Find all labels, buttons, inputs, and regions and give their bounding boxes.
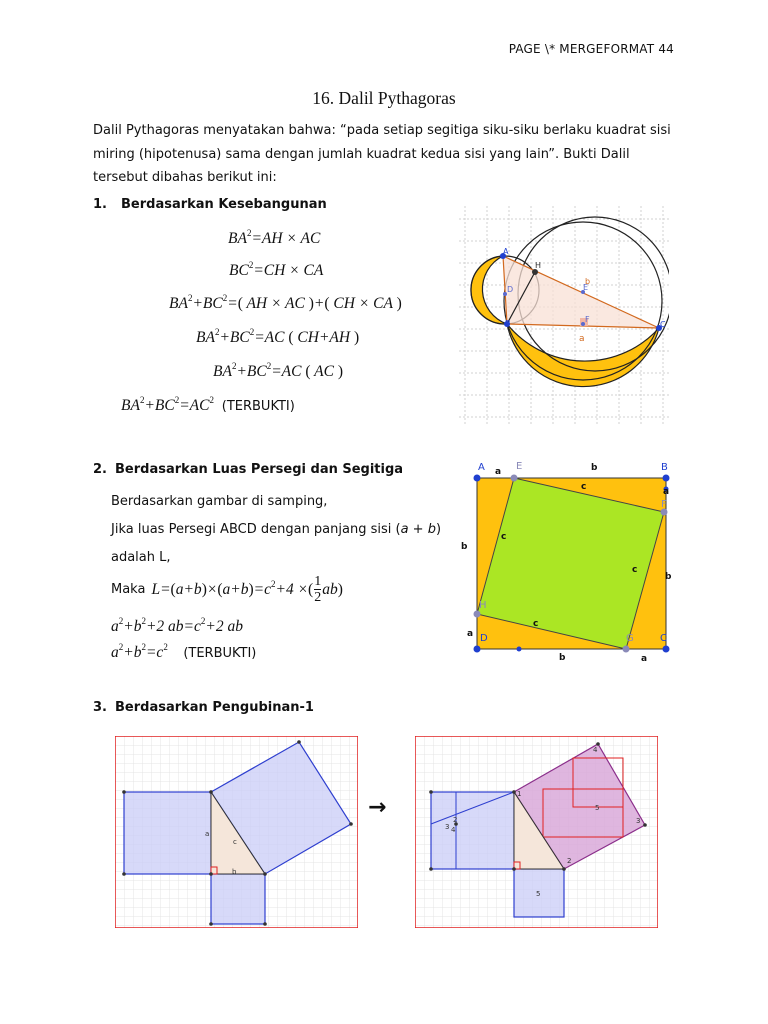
label-B: B bbox=[505, 319, 511, 328]
label-a: a bbox=[205, 830, 210, 838]
piece-label-3-left: 3 bbox=[445, 823, 450, 831]
equation-5: $BA^2+BC^2=AC$ ( AC ) bbox=[213, 361, 343, 380]
section-1-heading bbox=[93, 197, 327, 212]
label-F: F bbox=[661, 499, 667, 510]
section-2-heading bbox=[93, 462, 403, 477]
point-C bbox=[663, 646, 670, 653]
label-D: D bbox=[507, 285, 514, 294]
side-label-a-top: a bbox=[495, 467, 502, 477]
label-C: C bbox=[660, 320, 666, 329]
label-c: c bbox=[233, 838, 237, 846]
piece-label-5-bottom: 5 bbox=[536, 890, 541, 898]
side-label-c-left: c bbox=[501, 532, 507, 542]
square-b bbox=[211, 874, 265, 924]
section-2-main-equation: Maka $L=(a+b)\times(a+b)=c^2+4$ ×( $\frac{1}{2}$ ab) bbox=[111, 574, 343, 605]
section-1-title: Berdasarkan Kesebangunan bbox=[121, 197, 327, 212]
label-C: C bbox=[660, 633, 667, 644]
maka-label: Maka bbox=[111, 582, 146, 597]
point-E bbox=[511, 475, 518, 482]
side-label-a-right: a bbox=[663, 487, 670, 497]
section-2-equation-2: $a^2+b^2+2$ $ab=c^2+2$ ab bbox=[111, 616, 243, 635]
equation-6: $BA^2+BC^2=AC^2$ (TERBUKTI) bbox=[121, 395, 295, 414]
section-2-title: Berdasarkan Luas Persegi dan Segitiga bbox=[115, 462, 404, 477]
proved-label-2: (TERBUKTI) bbox=[183, 646, 257, 661]
label-b: b bbox=[585, 277, 591, 286]
side-label-c-bottom: c bbox=[533, 619, 539, 629]
section-2-number: 2. bbox=[93, 462, 107, 477]
section-2-line-1: Berdasarkan gambar di samping, bbox=[111, 494, 328, 509]
tiling-figure-left bbox=[115, 736, 358, 928]
similarity-figure bbox=[459, 206, 669, 424]
piece-label-5-square: 5 bbox=[595, 804, 600, 812]
piece-label-3-right: 3 bbox=[636, 817, 641, 825]
label-E: E bbox=[516, 461, 523, 472]
tiling-figure-right bbox=[415, 736, 658, 928]
page-title: 16. Dalil Pythagoras bbox=[312, 88, 456, 108]
side-label-c-right: c bbox=[632, 565, 638, 575]
section-3-heading bbox=[93, 700, 314, 715]
point-D-marker bbox=[517, 647, 522, 652]
equation-2: $BC^2=CH$ × CA bbox=[229, 260, 324, 279]
label-E: E bbox=[583, 283, 589, 292]
label-H: H bbox=[535, 261, 542, 270]
side-label-b-right: b bbox=[665, 572, 672, 582]
section-3-number: 3. bbox=[93, 700, 107, 715]
label-G: G bbox=[626, 633, 634, 644]
section-1-number: 1. bbox=[93, 197, 107, 212]
side-label-b-bottom: b bbox=[559, 653, 566, 663]
square-area-figure bbox=[456, 456, 686, 666]
square-a bbox=[431, 792, 514, 869]
section-2-line-3: adalah L, bbox=[111, 550, 171, 565]
equation-4: $BA^2+BC^2=AC$ ( CH+AH ) bbox=[196, 327, 360, 346]
label-A: A bbox=[478, 462, 485, 473]
label-A: A bbox=[503, 247, 509, 256]
half-fraction: $\frac{1}{2}$ bbox=[314, 574, 322, 605]
proved-label-1: (TERBUKTI) bbox=[221, 399, 295, 414]
section-2-equation-3: $a^2+b^2=c^2$ (TERBUKTI) bbox=[111, 642, 257, 661]
point-D bbox=[474, 646, 481, 653]
label-B: B bbox=[661, 462, 668, 473]
point-A bbox=[474, 475, 481, 482]
side-label-b-left: b bbox=[461, 542, 468, 552]
intro-paragraph: Dalil Pythagoras menyatakan bahwa: “pada setiap segitiga siku-siku berlaku kuadrat sisi miring (hipotenusa) sama dengan jumlah kuadrat kedua sisi yang lain”. Bukti Dalil tersebut dibahas berikut ini: bbox=[93, 123, 671, 185]
point-B bbox=[663, 475, 670, 482]
side-label-a-left: a bbox=[467, 629, 474, 639]
point-G bbox=[623, 646, 630, 653]
equation-3: $BA^2+BC^2=$( AH × AC )+( CH × CA ) bbox=[169, 293, 402, 312]
label-F: F bbox=[585, 315, 590, 324]
label-a: a bbox=[579, 334, 585, 344]
page-header-field: PAGE \* MERGEFORMAT 44 bbox=[508, 42, 674, 56]
equation-1: $BA^2=AH$ × AC bbox=[228, 228, 321, 247]
point-H bbox=[474, 611, 481, 618]
side-label-c-top: c bbox=[581, 482, 587, 492]
side-label-b-top: b bbox=[591, 463, 598, 473]
right-arrow-icon: → bbox=[368, 795, 387, 820]
piece-label-2-right: 2 bbox=[567, 857, 572, 865]
label-D: D bbox=[480, 633, 488, 644]
piece-label-4-top: 4 bbox=[593, 746, 598, 754]
section-3-title: Berdasarkan Pengubinan-1 bbox=[115, 700, 314, 715]
square-a bbox=[124, 792, 211, 874]
label-b: b bbox=[232, 868, 237, 876]
left-lune bbox=[471, 256, 507, 324]
piece-label-4-left: 4 bbox=[451, 826, 456, 834]
piece-label-1: 1 bbox=[517, 790, 522, 798]
side-label-a-bottom: a bbox=[641, 654, 648, 664]
section-2-line-2: Jika luas Persegi ABCD dengan panjang sisi (a + b) bbox=[111, 522, 442, 537]
piece-label-2-left: 2 bbox=[453, 816, 458, 824]
label-H: H bbox=[479, 600, 487, 611]
